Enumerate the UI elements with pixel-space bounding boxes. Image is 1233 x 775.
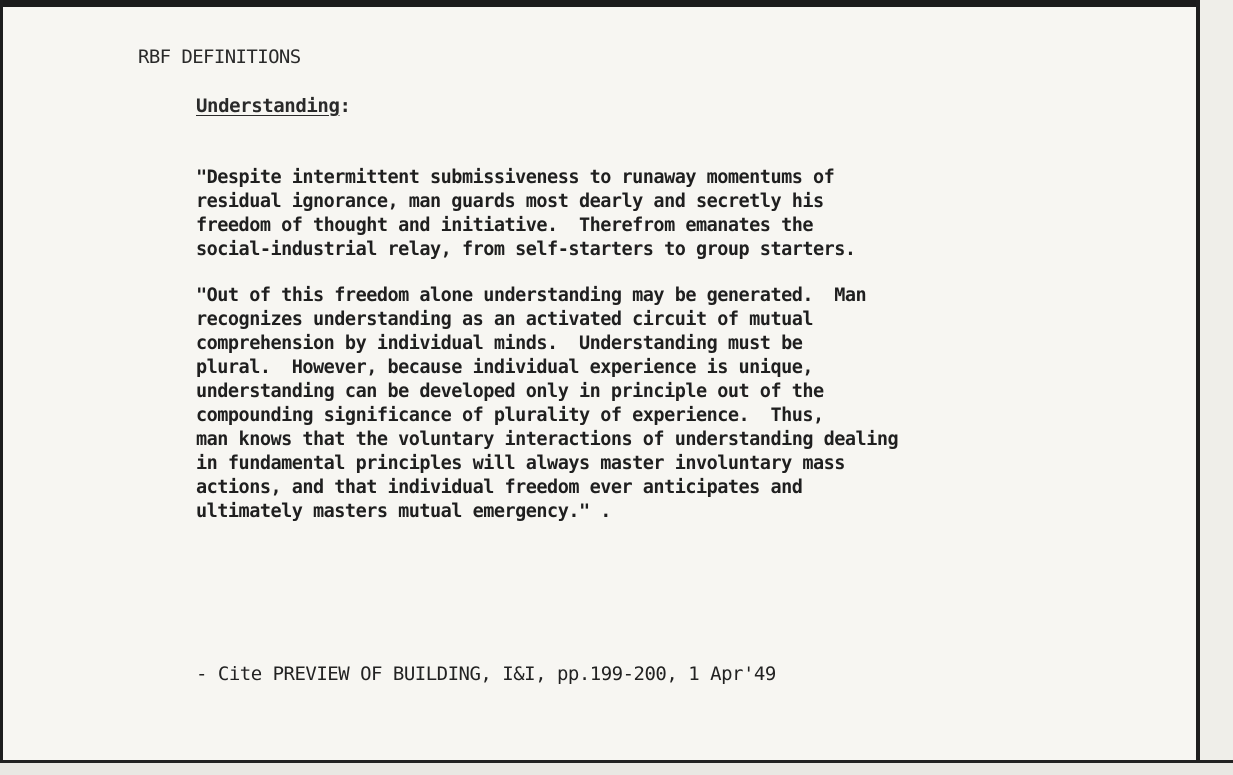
- term-colon: :: [339, 95, 351, 117]
- paragraph-1-line: freedom of thought and initiative. Therefrom emanates the: [196, 215, 814, 236]
- paragraph-2-line: "Out of this freedom alone understanding may be generated. Man: [196, 285, 867, 306]
- page-margin: [1200, 0, 1233, 775]
- paragraph-2-line: comprehension by individual minds. Understanding must be: [196, 333, 803, 354]
- below-card-strip: [0, 763, 1233, 775]
- card-left-border: [0, 0, 3, 775]
- paragraph-2-line: actions, and that individual freedom ever anticipates and: [196, 477, 803, 498]
- paragraph-2-line: in fundamental principles will always master involuntary mass: [196, 453, 845, 474]
- document-header: RBF DEFINITIONS: [138, 46, 301, 68]
- paragraph-2-line: man knows that the voluntary interactions of understanding dealing: [196, 429, 899, 450]
- term-word: Understanding: [196, 95, 340, 117]
- definition-paragraph-2: [196, 260, 898, 572]
- paragraph-2-line: understanding can be developed only in principle out of the: [196, 381, 824, 402]
- paragraph-2-line: ultimately masters mutual emergency." .: [196, 501, 611, 522]
- citation: - Cite PREVIEW OF BUILDING, I&I, pp.199-200, 1 Apr'49: [196, 663, 776, 685]
- paragraph-2-line: recognizes understanding as an activated circuit of mutual: [196, 309, 814, 330]
- term-heading: [196, 94, 351, 118]
- card-top-border: [0, 0, 1233, 7]
- paragraph-1-line: residual ignorance, man guards most dearly and secretly his: [196, 191, 824, 212]
- paragraph-2-line: compounding significance of plurality of experience. Thus,: [196, 405, 824, 426]
- paragraph-2-line: plural. However, because individual experience is unique,: [196, 357, 814, 378]
- paragraph-1-line: "Despite intermittent submissiveness to runaway momentums of: [196, 167, 835, 188]
- paragraph-1-line: social-industrial relay, from self-starters to group starters.: [196, 239, 856, 260]
